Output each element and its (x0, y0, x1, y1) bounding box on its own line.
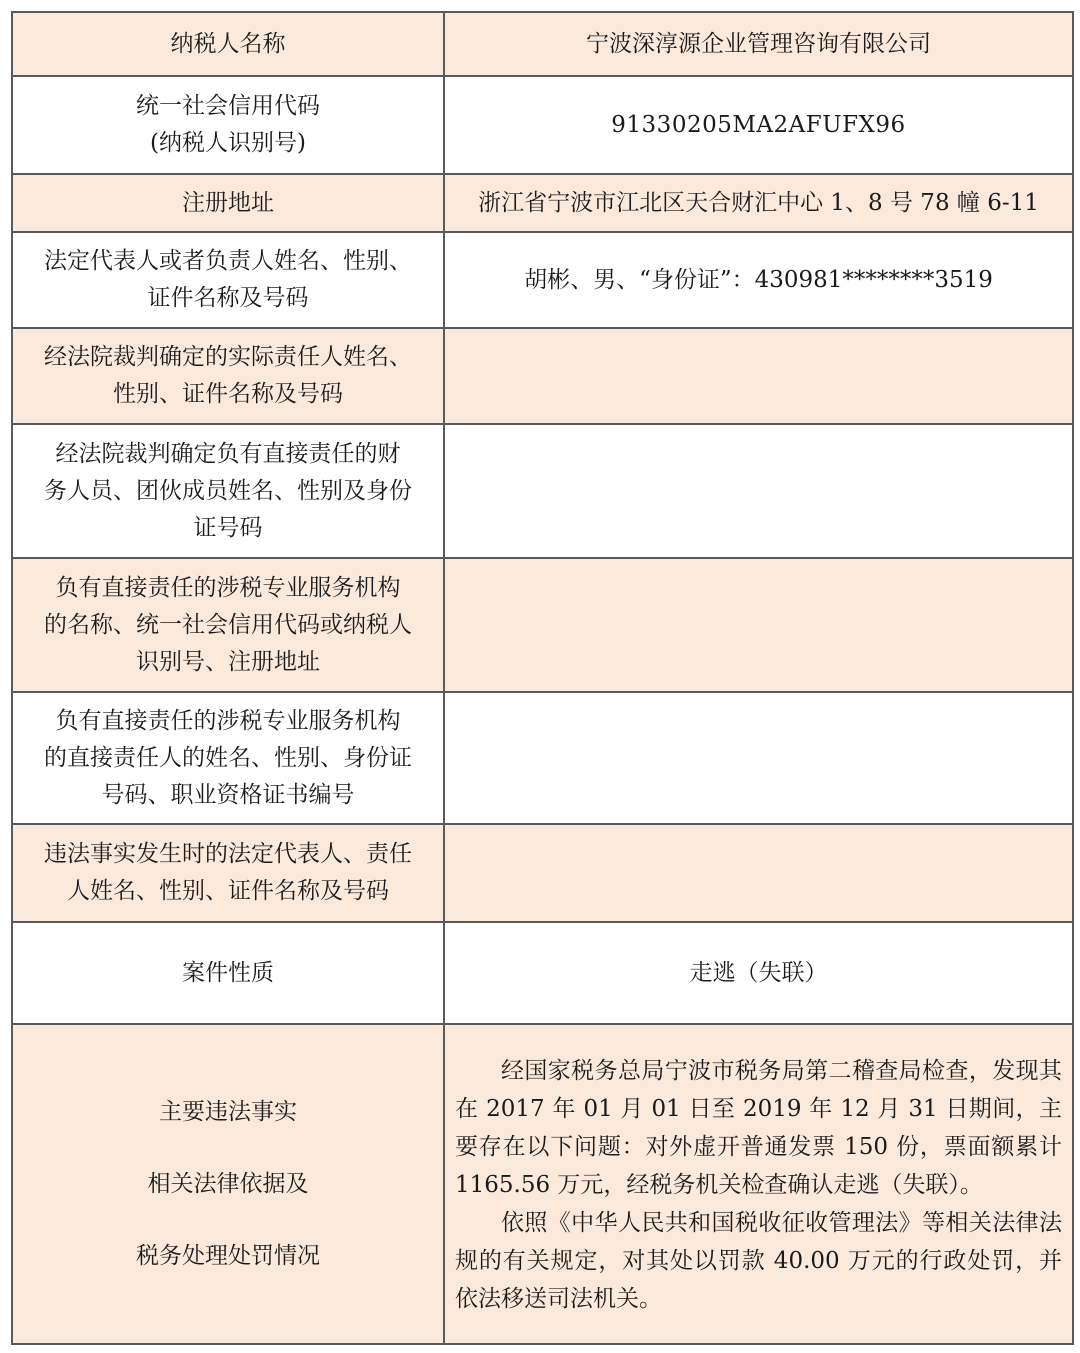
row-agency-person (12, 692, 1073, 824)
registered-address-label: 注册地址 (12, 174, 444, 232)
row-registered-address (12, 174, 1073, 232)
row-rep-at-violation (12, 824, 1073, 922)
row-facts (12, 1024, 1073, 1344)
facts-label-line3: 税务处理处罚情况 (136, 1242, 320, 1269)
finance-staff-value (444, 424, 1073, 558)
agency-value (444, 558, 1073, 692)
facts-value (444, 1024, 1073, 1344)
case-nature-value: 走逃（失联） (444, 922, 1073, 1024)
taxpayer-name-value: 宁波深淳源企业管理咨询有限公司 (444, 12, 1073, 76)
case-info-table (11, 11, 1074, 1345)
facts-label (12, 1024, 444, 1344)
credit-code-value: 91330205MA2AFUFX96 (444, 76, 1073, 174)
agency-person-value (444, 692, 1073, 824)
agency-label (12, 558, 444, 692)
credit-code-label-line2: (纳税人识别号) (150, 130, 306, 156)
taxpayer-name-label: 纳税人名称 (12, 12, 444, 76)
legal-rep-label-line1: 法定代表人或者负责人姓名、性别、 (44, 248, 412, 274)
legal-rep-label-line2: 证件名称及号码 (147, 285, 309, 311)
credit-code-label-line1: 统一社会信用代码 (136, 93, 320, 119)
legal-rep-label (12, 232, 444, 328)
row-finance-staff (12, 424, 1073, 558)
finance-staff-label-line2: 务人员、团伙成员姓名、性别及身份 (44, 477, 412, 504)
rep-at-violation-label (12, 824, 444, 922)
row-actual-responsible (12, 328, 1073, 424)
finance-staff-label-line3: 证号码 (193, 514, 263, 541)
case-nature-label: 案件性质 (12, 922, 444, 1024)
agency-person-label-line3: 号码、职业资格证书编号 (101, 781, 355, 808)
agency-person-label-line2: 的直接责任人的姓名、性别、身份证 (44, 744, 412, 771)
facts-label-line2: 相关法律依据及 (147, 1170, 309, 1197)
row-taxpayer-name (12, 12, 1073, 76)
registered-address-value: 浙江省宁波市江北区天合财汇中心 1、8 号 78 幢 6-11 (444, 174, 1073, 232)
rep-at-violation-label-line1: 违法事实发生时的法定代表人、责任 (44, 841, 412, 867)
row-case-nature (12, 922, 1073, 1024)
row-credit-code (12, 76, 1073, 174)
actual-responsible-value (444, 328, 1073, 424)
row-legal-rep (12, 232, 1073, 328)
agency-label-line1: 负有直接责任的涉税专业服务机构 (55, 574, 401, 601)
actual-responsible-label-line1: 经法院裁判确定的实际责任人姓名、 (44, 344, 412, 370)
row-agency (12, 558, 1073, 692)
facts-label-line1: 主要违法事实 (159, 1098, 297, 1125)
actual-responsible-label (12, 328, 444, 424)
agency-person-label-line1: 负有直接责任的涉税专业服务机构 (55, 707, 401, 734)
agency-person-label (12, 692, 444, 824)
agency-label-line3: 识别号、注册地址 (136, 648, 320, 675)
finance-staff-label (12, 424, 444, 558)
credit-code-label (12, 76, 444, 174)
legal-rep-value: 胡彬、男、“身份证”：430981********3519 (444, 232, 1073, 328)
rep-at-violation-label-line2: 人姓名、性别、证件名称及号码 (67, 878, 389, 904)
actual-responsible-label-line2: 性别、证件名称及号码 (113, 381, 343, 407)
agency-label-line2: 的名称、统一社会信用代码或纳税人 (44, 611, 412, 638)
facts-paragraph-1: 经国家税务总局宁波市税务局第二稽查局检查，发现其在 2017 年 01 月 01 日至 2019 年 12 月 31 日期间，主要存在以下问题：对外虚开普通发票 150 份，票面额累计 1165.56 万元，经税务机关检查确认走逃（失联）。 (455, 1058, 1062, 1198)
facts-paragraph-2: 依照《中华人民共和国税收征收管理法》等相关法律法规的有关规定，对其处以罚款 40.00 万元的行政处罚，并依法移送司法机关。 (455, 1210, 1062, 1312)
finance-staff-label-line1: 经法院裁判确定负有直接责任的财 (55, 440, 401, 467)
rep-at-violation-value (444, 824, 1073, 922)
